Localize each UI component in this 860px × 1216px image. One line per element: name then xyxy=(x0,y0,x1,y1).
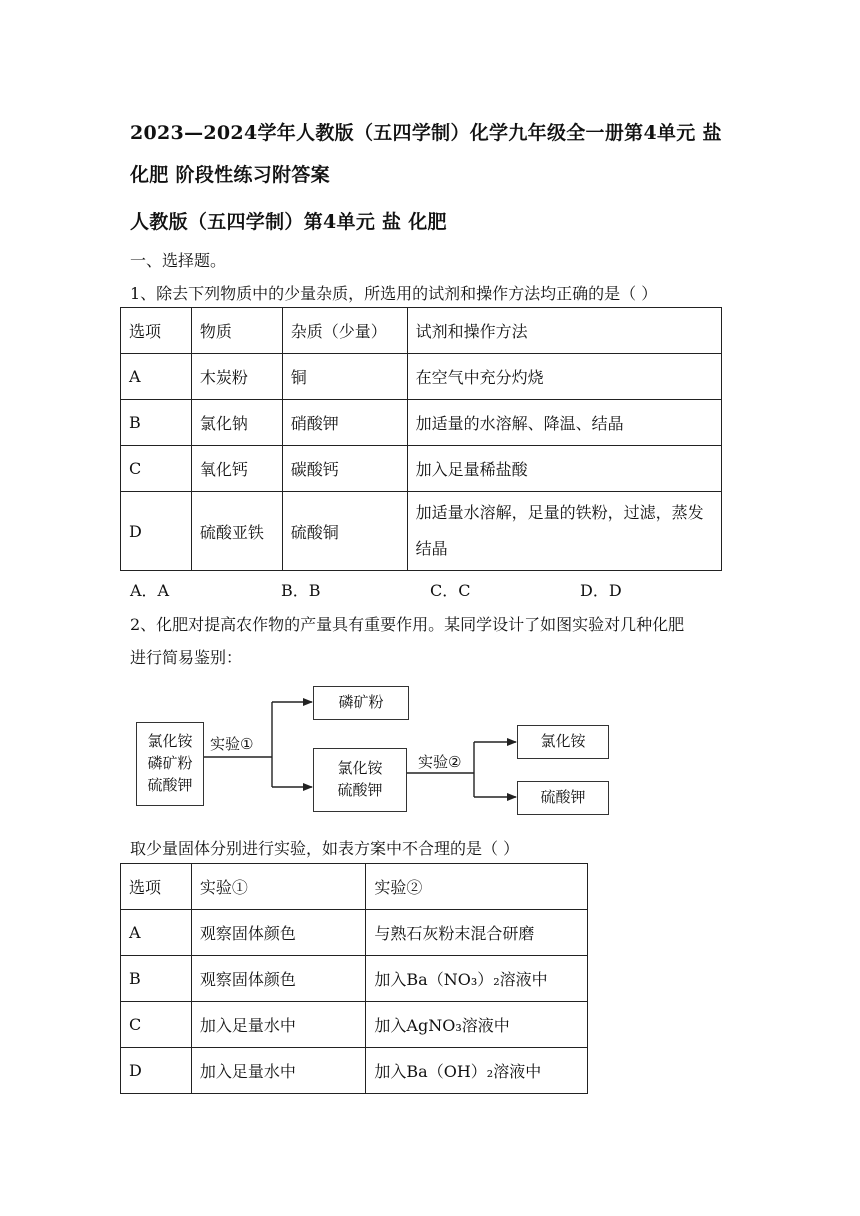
sample-label: 磷矿粉 xyxy=(147,754,193,773)
table-cell: 加适量水溶解，足量的铁粉，过滤，蒸发结晶 xyxy=(407,492,721,571)
ammonium-chloride-result-box xyxy=(517,725,609,759)
table-cell: B xyxy=(121,400,192,446)
table-row xyxy=(121,1048,588,1094)
experiment-2-label: 实验② xyxy=(418,753,462,771)
sample-label: 氯化铵 xyxy=(147,732,193,751)
question-2-prompt: 取少量固体分别进行实验，如表方案中不合理的是（ ） xyxy=(130,839,520,858)
table-cell: 加入Ba（NO₃）₂溶液中 xyxy=(366,956,588,1002)
option-b: B．B xyxy=(281,581,321,600)
table-cell: 硫酸铜 xyxy=(282,492,407,571)
table-row xyxy=(121,910,588,956)
header-cell: 试剂和操作方法 xyxy=(407,308,721,354)
table-row xyxy=(121,956,588,1002)
section-heading: 一、选择题。 xyxy=(130,251,227,270)
result-label: 硫酸钾 xyxy=(540,788,586,807)
question-2-stem-line1: 2、化肥对提高农作物的产量具有重要作用。某同学设计了如图实验对几种化肥 xyxy=(130,615,685,634)
sample-label: 硫酸钾 xyxy=(337,781,383,799)
table-header-row xyxy=(121,864,588,910)
document-title-line2: 化肥 阶段性练习附答案 xyxy=(130,164,330,186)
table-cell: 在空气中充分灼烧 xyxy=(407,354,721,400)
question-2-stem-line2: 进行简易鉴别： xyxy=(130,648,243,667)
table-cell: 观察固体颜色 xyxy=(191,956,366,1002)
table-cell: D xyxy=(121,1048,192,1094)
start-samples-box xyxy=(136,722,204,806)
option-c: C．C xyxy=(430,581,471,600)
header-cell: 选项 xyxy=(121,864,192,910)
table-cell: 铜 xyxy=(282,354,407,400)
option-a: A．A xyxy=(130,581,170,600)
sample-label: 氯化铵 xyxy=(337,759,383,778)
table-cell: C xyxy=(121,446,192,492)
table-cell: D xyxy=(121,492,192,571)
mixture-box xyxy=(313,748,407,812)
table-cell: A xyxy=(121,910,192,956)
table-cell: 加适量的水溶解、降温、结晶 xyxy=(407,400,721,446)
header-cell: 实验① xyxy=(191,864,366,910)
table-cell: 硝酸钾 xyxy=(282,400,407,446)
table-cell: 与熟石灰粉末混合研磨 xyxy=(366,910,588,956)
phosphate-result-box xyxy=(313,686,409,720)
header-cell: 选项 xyxy=(121,308,192,354)
potassium-sulfate-result-box xyxy=(517,781,609,815)
table-row xyxy=(121,1002,588,1048)
table-cell: 氧化钙 xyxy=(191,446,282,492)
sample-label: 硫酸钾 xyxy=(147,775,193,794)
table-cell: C xyxy=(121,1002,192,1048)
option-d: D．D xyxy=(580,581,622,600)
experiment-1-label: 实验① xyxy=(210,735,254,753)
table-cell: B xyxy=(121,956,192,1002)
table-cell: 碳酸钙 xyxy=(282,446,407,492)
table-cell: 氯化钠 xyxy=(191,400,282,446)
header-cell: 物质 xyxy=(191,308,282,354)
header-cell: 实验② xyxy=(366,864,588,910)
table-cell: 木炭粉 xyxy=(191,354,282,400)
table-cell: 加入AgNO₃溶液中 xyxy=(366,1002,588,1048)
table-cell: 硫酸亚铁 xyxy=(191,492,282,571)
document-title-line1: 2023—2024学年人教版（五四学制）化学九年级全一册第4单元 盐 xyxy=(130,122,722,144)
table-cell: 加入足量水中 xyxy=(191,1048,366,1094)
question-1-stem: 1、除去下列物质中的少量杂质，所选用的试剂和操作方法均正确的是（ ） xyxy=(130,284,658,303)
result-label: 氯化铵 xyxy=(540,732,586,751)
table-cell: 加入足量水中 xyxy=(191,1002,366,1048)
table-cell: 加入足量稀盐酸 xyxy=(407,446,721,492)
result-label: 磷矿粉 xyxy=(338,693,384,712)
header-cell: 杂质（少量） xyxy=(282,308,407,354)
table-cell: A xyxy=(121,354,192,400)
table-cell: 加入Ba（OH）₂溶液中 xyxy=(366,1048,588,1094)
table-cell: 观察固体颜色 xyxy=(191,910,366,956)
unit-subtitle: 人教版（五四学制）第4单元 盐 化肥 xyxy=(130,211,447,233)
question-2-table xyxy=(120,863,588,1094)
